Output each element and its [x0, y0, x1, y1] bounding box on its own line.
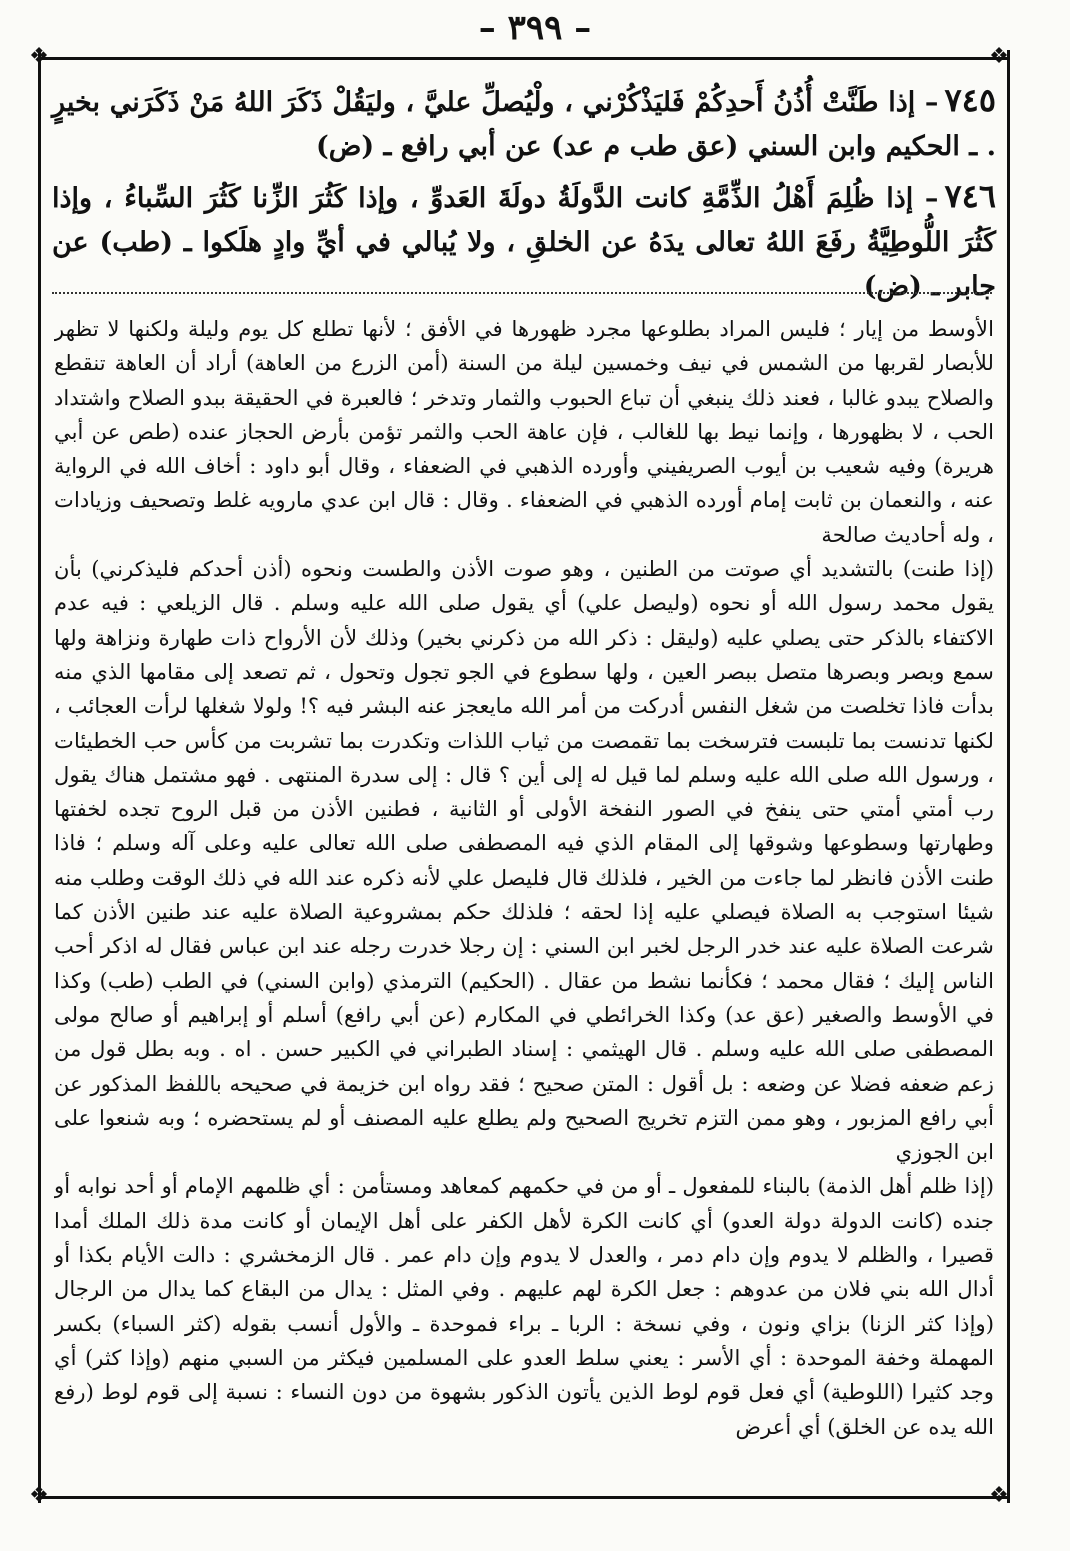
hadith-text: – إذا ظُلِمَ أَهْلُ الذِّمَّةِ كانت الدَّولَةُ دولَةَ العَدوِّ ، وإذا كَثُرَ الزِّنا كَثُرَ السِّباءُ ، وإذا كَثُرَ اللُّوطِيَّةُ رفَعَ اللهُ تعالى يدَهُ عن الخلقِ ، ولا يُبالي في أيِّ وادٍ هلَكوا ـ (طب) عن جابر ـ (ض)	[52, 183, 996, 302]
ornament-corner-icon: ❖	[989, 44, 1009, 69]
ornament-corner-icon: ❖	[989, 1483, 1009, 1508]
footnote-divider	[52, 292, 992, 294]
ornament-corner-icon: ❖	[29, 1483, 49, 1508]
hadith-746	[52, 174, 996, 302]
top-rule	[38, 57, 1007, 60]
page-number: – ٣٩٩ –	[478, 8, 592, 48]
hadith-number: ٧٤٦	[944, 177, 996, 215]
commentary-paragraph: الأوسط من إيار ؛ فليس المراد بطلوعها مجرد ظهورها في الأفق ؛ لأنها تطلع كل يوم وليلة ولكنها لا تظهر للأبصار لقربها من الشمس في نيف وخمسين ليلة من السنة (أمن الزرع من العاهة) أراد أن العاهة تنقطع والصلاح يبدو غالبا ، فعند ذلك ينبغي أن تباع الحبوب والثمار وتدخر ؛ فالعبرة في الحقيقة ببدو الصلاح واشتداد الحب ، لا بظهورها ، وإنما نيط بها للغالب ، فإن عاهة الحب والثمر تؤمن بأرض الحجاز عنده (طص عن أبي هريرة) وفيه شعيب بن أيوب الصريفيني وأورده الذهبي في الضعفاء ، وقال أبو داود : أخاف الله في الرواية عنه ، والنعمان بن ثابت إمام أورده الذهبي في الضعفاء . وقال : قال ابن عدي مارويه غلط وتصحيف وزيادات ، وله أحاديث صالحة	[54, 316, 994, 547]
commentary-paragraph: (إذا طنت) بالتشديد أي صوتت من الطنين ، وهو صوت الأذن والطست ونحوه (أذن أحدكم فليذكرني) بأن يقول محمد رسول الله أو نحوه (وليصل علي) أي يقول صلى الله عليه وسلم . قال الزيلعي : فيه عدم الاكتفاء بالذكر حتى يصلي عليه (وليقل : ذكر الله من ذكرني بخير) وذلك لأن الأرواح ذات طهارة ونزاهة ولها سمع وبصر وبصرها متصل ببصر العين ، ولها سطوع في الجو تجول وتحول ، ثم تصعد إلى مقامها الذي منه بدأت فاذا تخلصت من شغل النفس أدركت من أمر الله مايعجز عنه البشر فيه ؟! ولولا شغلها لرأت العجائب ، لكنها تدنست بما تلبست فترسخت بما تقمصت من ثياب اللذات وتكدرت بما تشربت من كأس حب الخطيئات ، ورسول الله صلى الله عليه وسلم لما قيل له إلى أين ؟ قال : إلى سدرة المنتهى . فهو مشتمل هناك يقول رب أمتي أمتي حتى ينفخ في الصور النفخة الأولى أو الثانية ، فطنين الأذن من قبل الروح تجده لخفتها وطهارتها وسطوعها وشوقها إلى المقام الذي فيه المصطفى صلى الله تعالى عليه وعلى آله وسلم ؛ فاذا طنت الأذن فانظر لما جاءت من الخير ، فلذلك قال فليصل علي لأنه ذكره عند الله في ذلك الوقت وطلب منه شيئا استوجب به الصلاة فيصلي عليه إذا لحقه ؛ فلذلك حكم بمشروعية الصلاة عليه عند طنين الأذن كما شرعت الصلاة عليه عند خدر الرجل لخبر ابن السني : إن رجلا خدرت رجله عند ابن عباس فقال له اذكر أحب الناس إليك ؛ فقال محمد ؛ فكأنما نشط من عقال . (الحكيم) الترمذي (وابن السني) في الطب (طب) وكذا في الأوسط والصغير (عق عد) وكذا الخرائطي في المكارم (عن أبي رافع) أسلم أو إبراهيم أو صالح مولى المصطفى صلى الله عليه وسلم . قال الهيثمي : إسناد الطبراني في الكبير حسن . اه . وبه بطل قول من زعم ضعفه فضلا عن وضعه : بل أقول : المتن صحيح ؛ فقد رواه ابن خزيمة في صحيحه باللفظ المذكور عن أبي رافع المزبور ، وهو ممن التزم تخريج الصحيح ولم يطلع عليه المصنف أو لم يستحضره ؛ وبه شنعوا على ابن الجوزي	[54, 556, 994, 1165]
commentary-paragraph: (إذا ظلم أهل الذمة) بالبناء للمفعول ـ أو من في حكمهم كمعاهد ومستأمن : أي ظلمهم الإمام أو أحد نوابه أو جنده (كانت الدولة دولة العدو) أي كانت الكرة لأهل الكفر على أهل الإيمان أو كانت مدة ذلك الملك أمدا قصيرا ، والظلم لا يدوم وإن دام دمر ، والعدل لا يدوم وإن دام عمر . قال الزمخشري : دالت الأيام بكذا أو أدال الله بني فلان من عدوهم : جعل الكرة لهم عليهم . وفي المثل : يدال من البقاع كما يدال من الرجال (وإذا كثر الزنا) بزاي ونون ، وفي نسخة : الربا ـ براء فموحدة ـ والأول أنسب بقوله (كثر السباء) بكسر المهملة وخفة الموحدة : أي الأسر : يعني سلط العدو على المسلمين فيكثر من السبي منهم (وإذا كثر) أي وجد كثيرا (اللوطية) أي فعل قوم لوط الذين يأتون الذكور بشهوة من دون النساء : نسبة إلى قوم لوط (رفع الله يده عن الخلق) أي أعرض	[54, 1173, 994, 1439]
ornament-corner-icon: ❖	[29, 44, 49, 69]
commentary-section	[54, 312, 994, 1490]
bottom-rule	[38, 1496, 1007, 1499]
hadith-number: ٧٤٥	[944, 81, 996, 119]
hadith-text: – إذا طَنَّتْ أُذُنُ أَحدِكُمْ فَليَذْكُرْني ، ولْيُصلِّ عليَّ ، وليَقُلْ ذَكَرَ اللهُ مَنْ ذَكَرَني بخيرٍ . ـ الحكيم وابن السني (عق طب م عد) عن أبي رافع ـ (ض)	[52, 87, 996, 162]
